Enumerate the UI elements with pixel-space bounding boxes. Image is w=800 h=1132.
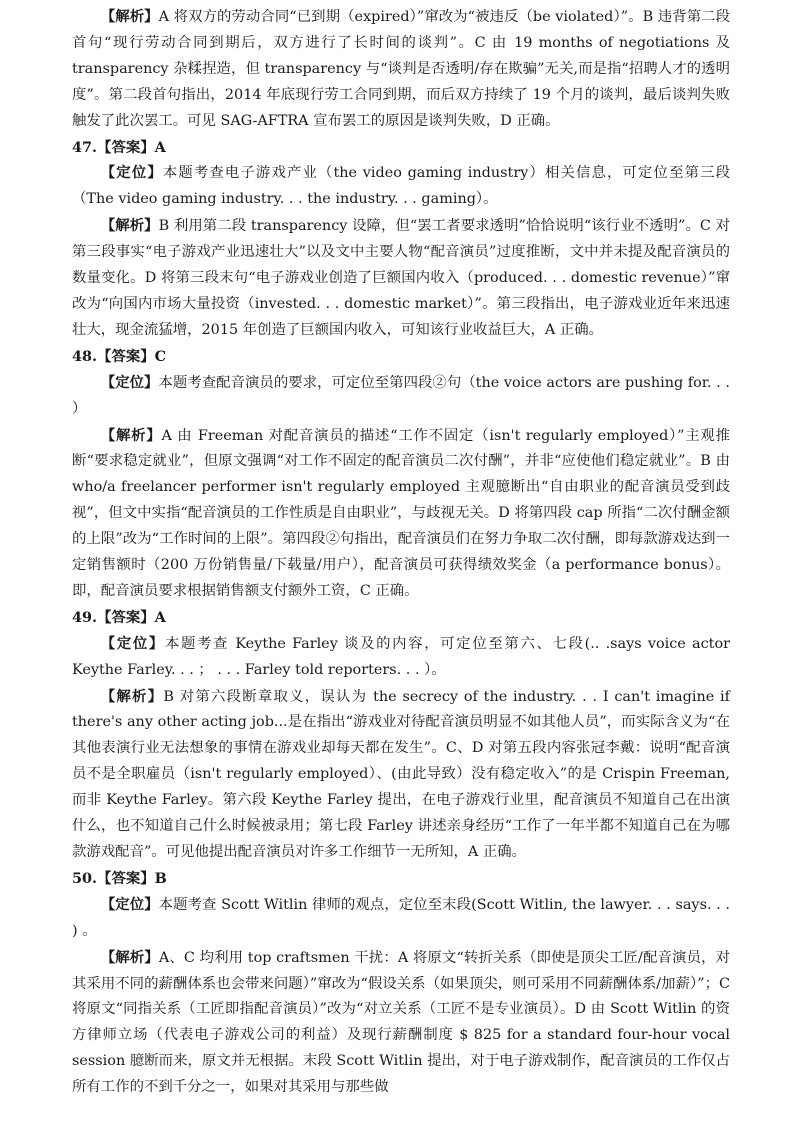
label-locate: 【定位】 xyxy=(100,895,159,913)
paragraph-text: A 由 Freeman 对配音演员的描述“工作不固定（isn't regularly employed）”主观推断“要求稳定就业”，但原文强调“对工作不固定的配音演员二次付酬”，并非“应使他们稳定就业”。B 由 who/a freelancer performer isn't regularly employed 主观臆断出“自由职业的配音演员受到歧视”，但文中实指“配音演员的工作性质是自由职业”，与歧视无关。D 将第四段 cap 所指“二次付酬金额的上限”改为“工作时间的上限”。第四段②句指出，配音演员们在努力争取二次付酬，即每款游戏达到一定销售额时（200 万份销售量/下载量/用户），配音演员可获得绩效奖金（a performance bonus）。即，配音演员要求根据销售额支付额外工资，C 正确。 xyxy=(72,427,730,599)
question-number: 49. xyxy=(72,608,98,626)
question-number: 47. xyxy=(72,138,98,156)
paragraph-text: B 对第六段断章取义，误认为 the secrecy of the industry. . . I can't imagine if there's any other acting job...是在指出“游戏业对待配音演员明显不如其他人员”，而实际含义为“在其他表演行业无法想象的事情在游戏业却每天都在发生”。C、D 对第五段内容张冠李戴：说明“配音演员不是全职雇员（isn't regularly employed）、(由此导致）没有稳定收入”的是 Crispin Freeman,而非 Keythe Farley。第六段 Keythe Farley 提出，在电子游戏行业里，配音演员不知道自己在出演什么，也不知道自己什么时候被录用；第七段 Farley 讲述亲身经历“工作了一年半都不知道自己在为哪款游戏配音”。可见他提出配音演员对许多工作细节一无所知，A 正确。 xyxy=(72,688,730,860)
answer-47 xyxy=(72,135,730,161)
label-answer: 【答案】 xyxy=(97,608,155,626)
label-analysis: 【解析】 xyxy=(100,948,159,966)
label-answer: 【答案】 xyxy=(97,869,155,887)
paragraph-text: 本题考查电子游戏产业（the video gaming industry）相关信息，可定位至第三段（The video gaming industry. . . the industry. . . gaming）。 xyxy=(72,165,730,208)
locate-50 xyxy=(72,892,730,945)
answer-49 xyxy=(72,605,730,631)
label-locate: 【定位】 xyxy=(100,164,163,182)
locate-49 xyxy=(72,631,730,684)
answer-48 xyxy=(72,344,730,370)
paragraph-text: A 将双方的劳动合同“已到期（expired）”窜改为“被违反（be violated）”。B 违背第二段首句“现行劳动合同到期后，双方进行了长时间的谈判”。C 由 19 months of negotiations 及 transparency 杂糅捏造，但 transparency 与“谈判是否透明/存在欺骗”无关,而是指“招聘人才的透明度”。第二段首句指出，2014 年底现行劳工合同到期，而后双方持续了 19 个月的谈判，最后谈判失败触发了此次罢工。可见 SAG-AFTRA 宣布罢工的原因是谈判失败，D 正确。 xyxy=(72,9,730,129)
question-number: 48. xyxy=(72,347,98,365)
paragraph-text: A、C 均利用 top craftsmen 干扰：A 将原文“转折关系（即使是顶尖工匠/配音演员，对其采用不同的薪酬体系也会带来问题）”窜改为“假设关系（如果顶尖，则可采用不同薪酬体系/加薪）”；C 将原文“同指关系（工匠即指配音演员）”改为“对立关系（工匠不是专业演员）。D 由 Scott Witlin 的资方律师立场（代表电子游戏公司的利益）及现行薪酬制度 $ 825 for a standard four-hour vocal session 臆断而来，原文并无根据。末段 Scott Witlin 提出，对于电子游戏制作，配音演员的工作仅占所有工作的不到千分之一，如果对其采用与那些做 xyxy=(72,949,730,1096)
analysis-50 xyxy=(72,945,730,1101)
label-answer: 【答案】 xyxy=(97,347,155,365)
analysis-49 xyxy=(72,684,730,866)
answer-letter: A xyxy=(154,138,166,156)
analysis-46 xyxy=(72,4,730,135)
question-number: 50. xyxy=(72,869,98,887)
answer-50 xyxy=(72,866,730,892)
analysis-47 xyxy=(72,213,730,344)
paragraph-text: 本题考查 Scott Witlin 律师的观点，定位至末段(Scott Witlin, the lawyer. . . says. . . ) 。 xyxy=(72,896,730,939)
label-analysis: 【解析】 xyxy=(100,687,164,705)
paragraph-text: 本题考查 Keythe Farley 谈及的内容，可定位至第六、七段(.. .says voice actor Keythe Farley. . . ； . . . Farley told reporters. . . ）。 xyxy=(72,635,730,678)
answer-letter: B xyxy=(154,869,167,887)
locate-48 xyxy=(72,370,730,423)
locate-47 xyxy=(72,160,730,213)
label-locate: 【定位】 xyxy=(100,373,159,391)
paragraph-text: 本题考查配音演员的要求，可定位至第四段②句（the voice actors are pushing for. . . ） xyxy=(72,374,730,417)
label-analysis: 【解析】 xyxy=(100,8,159,25)
answer-letter: C xyxy=(154,347,167,365)
paragraph-text: B 利用第二段 transparency 设障，但“罢工者要求透明”恰恰说明“该行业不透明”。C 对第三段事实“电子游戏产业迅速壮大”以及文中主要人物“配音演员”过度推断，文中并未提及配音演员的数量变化。D 将第三段末句“电子游戏业创造了巨额国内收入（produced. . . domestic revenue）”窜改为“向国内市场大量投资（invested. . . domestic market）”。第三段指出，电子游戏业近年来迅速壮大，现金流猛增，2015 年创造了巨额国内收入，可知该行业收益巨大，A 正确。 xyxy=(72,218,730,338)
label-analysis: 【解析】 xyxy=(100,217,159,235)
analysis-48 xyxy=(72,423,730,605)
label-answer: 【答案】 xyxy=(97,138,155,156)
label-analysis: 【解析】 xyxy=(100,426,162,444)
label-locate: 【定位】 xyxy=(100,634,165,652)
answer-letter: A xyxy=(154,608,166,626)
